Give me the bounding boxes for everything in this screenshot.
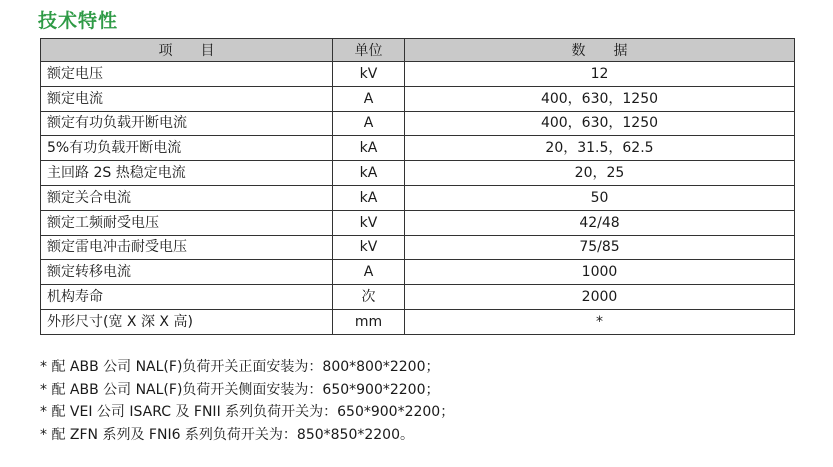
row-item: 5%有功负载开断电流 (41, 136, 333, 161)
row-value: 1000 (405, 260, 795, 285)
row-unit: A (333, 260, 405, 285)
table-row (41, 210, 795, 235)
footnotes (40, 356, 454, 446)
footnote: * 配 VEI 公司 ISARC 及 FNII 系列负荷开关为：650*900*2200； (40, 404, 455, 420)
spec-table (40, 38, 795, 335)
row-item: 额定工频耐受电压 (41, 210, 333, 235)
row-value: 20，31.5，62.5 (405, 136, 795, 161)
row-unit: A (333, 111, 405, 136)
table-row (41, 285, 795, 310)
row-value: 42/48 (405, 210, 795, 235)
section-title: 技术特性 (38, 10, 119, 32)
row-item: 机构寿命 (41, 285, 333, 310)
row-value: 12 (405, 62, 795, 87)
header-unit: 单位 (333, 39, 405, 62)
row-value: 400，630，1250 (405, 111, 795, 136)
row-value: 20，25 (405, 161, 795, 186)
row-item: 额定电压 (41, 62, 333, 87)
row-unit: kV (333, 62, 405, 87)
table-row (41, 235, 795, 260)
row-value: 2000 (405, 285, 795, 310)
row-unit: 次 (333, 285, 405, 310)
footnote: * 配 ABB 公司 NAL(F)负荷开关侧面安装为：650*900*2200； (40, 381, 440, 398)
row-unit: A (333, 86, 405, 111)
table-row (41, 185, 795, 210)
row-item: 额定转移电流 (41, 260, 333, 285)
footnote: * 配 ABB 公司 NAL(F)负荷开关正面安装为：800*800*2200； (40, 359, 440, 375)
row-value: 50 (405, 185, 795, 210)
table-row (41, 161, 795, 186)
row-unit: kA (333, 185, 405, 210)
row-value: 75/85 (405, 235, 795, 260)
table-row (41, 62, 795, 87)
header-value: 数 据 (405, 39, 795, 62)
table-row (41, 309, 795, 334)
table-row (41, 86, 795, 111)
row-unit: kV (333, 210, 405, 235)
row-item: 主回路 2S 热稳定电流 (41, 161, 333, 186)
row-item: 外形尺寸(宽 X 深 X 高) (41, 309, 333, 334)
row-item: 额定有功负载开断电流 (41, 111, 333, 136)
row-unit: mm (333, 309, 405, 334)
row-item: 额定电流 (41, 86, 333, 111)
table-header-row (41, 39, 795, 62)
table-row (41, 260, 795, 285)
row-value: 400，630，1250 (405, 86, 795, 111)
row-unit: kA (333, 136, 405, 161)
row-item: 额定关合电流 (41, 185, 333, 210)
row-unit: kA (333, 161, 405, 186)
row-value: * (405, 309, 795, 334)
footnote: * 配 ZFN 系列及 FNI6 系列负荷开关为：850*850*2200。 (40, 426, 415, 443)
table-row (41, 111, 795, 136)
header-item: 项 目 (41, 39, 333, 62)
row-unit: kV (333, 235, 405, 260)
table-row (41, 136, 795, 161)
row-item: 额定雷电冲击耐受电压 (41, 235, 333, 260)
